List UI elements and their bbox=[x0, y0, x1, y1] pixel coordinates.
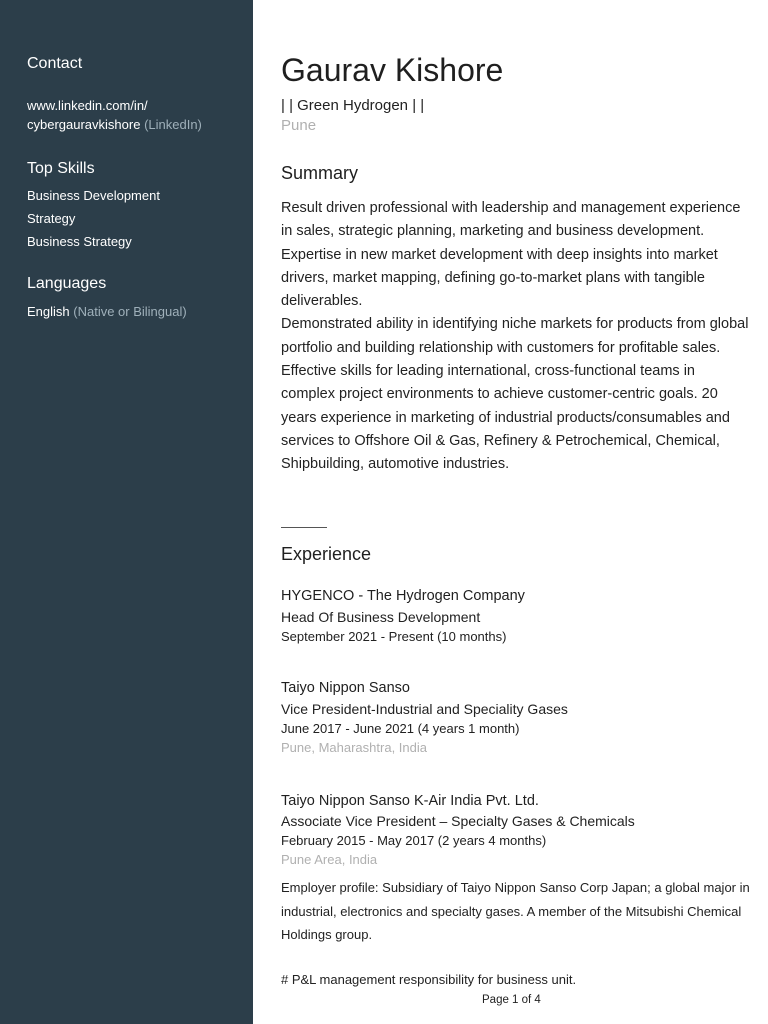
linkedin-url-line2[interactable]: cybergauravkishore bbox=[27, 117, 141, 132]
experience-entry bbox=[281, 678, 751, 757]
job-note: # P&L management responsibility for business unit. bbox=[281, 972, 577, 987]
page-number: Page 1 of 4 bbox=[482, 994, 541, 1006]
linkedin-url-line1[interactable]: www.linkedin.com/in/ bbox=[27, 98, 148, 113]
job-title: Head Of Business Development bbox=[281, 609, 481, 625]
contact-heading: Contact bbox=[27, 55, 83, 72]
summary-heading: Summary bbox=[281, 163, 359, 183]
sidebar bbox=[0, 0, 253, 1024]
experience-entry bbox=[281, 586, 751, 646]
profile-headline: | | Green Hydrogen | | bbox=[281, 97, 425, 114]
linkedin-link[interactable] bbox=[27, 96, 202, 134]
job-location: Pune, Maharashtra, India bbox=[281, 740, 427, 755]
languages-heading: Languages bbox=[27, 275, 107, 292]
job-description bbox=[281, 876, 751, 947]
skill-item: Business Strategy bbox=[27, 234, 132, 249]
profile-location: Pune bbox=[281, 117, 317, 134]
job-title: Vice President-Industrial and Speciality Gases bbox=[281, 701, 568, 717]
language-level: (Native or Bilingual) bbox=[73, 304, 187, 319]
job-dates: September 2021 - Present (10 months) bbox=[281, 629, 507, 644]
job-description-text: Employer profile: Subsidiary of Taiyo Nippon Sanso Corp Japan; a global major in industrial, electronics and specialty gases. A member of the Mitsubishi Chemical Holdings group. bbox=[281, 880, 750, 942]
job-dates: February 2015 - May 2017 (2 years 4 months) bbox=[281, 833, 547, 848]
skills-heading: Top Skills bbox=[27, 160, 95, 177]
company-name: HYGENCO - The Hydrogen Company bbox=[281, 588, 525, 604]
skill-item: Business Development bbox=[27, 188, 160, 203]
main-content bbox=[281, 0, 751, 1024]
experience-heading: Experience bbox=[281, 544, 372, 564]
linkedin-tag: (LinkedIn) bbox=[144, 117, 202, 132]
skill-item: Strategy bbox=[27, 211, 76, 226]
company-name: Taiyo Nippon Sanso bbox=[281, 680, 410, 696]
section-divider bbox=[281, 527, 327, 528]
language-item bbox=[27, 302, 187, 321]
summary-paragraph: Demonstrated ability in identifying niche markets for products from global portfolio and building relationship with customers for profitable sales. bbox=[281, 316, 749, 356]
job-location: Pune Area, India bbox=[281, 852, 378, 867]
job-title: Associate Vice President – Specialty Gases & Chemicals bbox=[281, 813, 635, 829]
experience-entry bbox=[281, 791, 751, 869]
job-dates: June 2017 - June 2021 (4 years 1 month) bbox=[281, 721, 520, 736]
profile-name: Gaurav Kishore bbox=[281, 52, 504, 88]
summary-paragraph: Effective skills for leading international, cross-functional teams in complex project environments to achieve customer-centric goals. 20 years experience in marketing of industrial products/consumables and services to Offshore Oil & Gas, Refinery & Petrochemical, Chemical, Shipbuilding, automotive industries. bbox=[281, 363, 730, 473]
summary-paragraph: Result driven professional with leadership and management experience in sales, strategic planning, marketing and business development. Expertise in new market development with deep insights into market drivers, market mapping, defining go-to-market plans with tangible deliverables. bbox=[281, 200, 741, 310]
language-name: English bbox=[27, 304, 70, 319]
summary-text bbox=[281, 197, 749, 477]
company-name: Taiyo Nippon Sanso K-Air India Pvt. Ltd. bbox=[281, 793, 539, 809]
